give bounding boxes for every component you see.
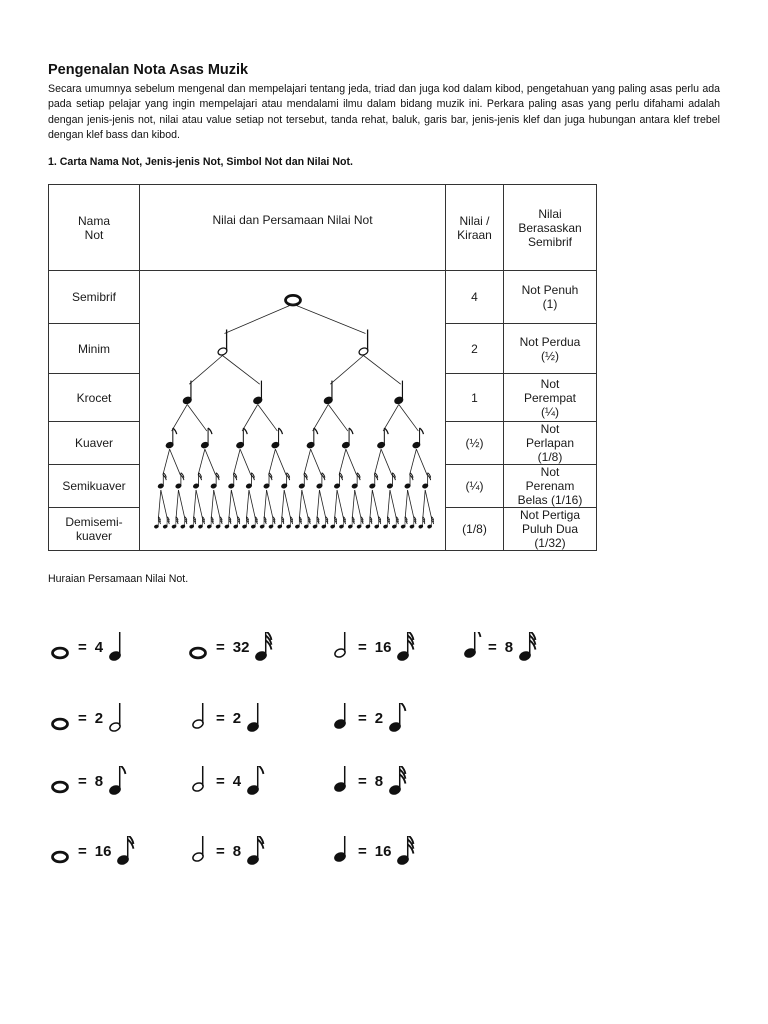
thirty-second-note-icon (180, 517, 187, 529)
row-semibreve-line: (¼) (541, 404, 559, 419)
tree-branch-line (196, 490, 202, 518)
row-name (49, 271, 140, 324)
sixteenth-note-icon (387, 473, 396, 489)
thirty-second-note-icon (216, 517, 223, 529)
tree-branch-line (299, 490, 301, 518)
tree-branch-line (319, 490, 325, 518)
tree-branch-line (313, 404, 329, 431)
tree-branch-line (264, 490, 266, 518)
thirty-second-note-icon (189, 517, 196, 529)
tree-branch-line (163, 449, 170, 475)
row-semibreve-line: Puluh Dua (521, 522, 579, 536)
thirty-second-note-icon (321, 517, 328, 529)
equation-value: 8 (504, 638, 514, 656)
thirty-second-note-icon (198, 517, 205, 529)
tree-level-eighth-note (165, 404, 423, 448)
tree-branch-line (405, 490, 407, 518)
thirty-second-note-icon (395, 836, 417, 866)
equation-value: 8 (232, 842, 242, 860)
note-equation (48, 703, 129, 733)
section-heading: 1. Carta Nama Not, Jenis-jenis Not, Simbol Not dan Nilai Not. (48, 156, 353, 168)
tree-level-quarter-note (182, 356, 403, 405)
tree-branch-line (374, 449, 381, 475)
tree-branch-line (304, 449, 311, 475)
eighth-note-icon (245, 766, 267, 796)
tree-branch-line (233, 449, 240, 475)
eighth-note-icon (306, 428, 317, 449)
quarter-note-icon (328, 766, 354, 796)
row-semibreve-line: Perlapan (525, 436, 575, 450)
half-note-icon (186, 836, 212, 866)
sixteenth-note-icon (158, 473, 167, 489)
eighth-note-icon (342, 428, 353, 449)
sixteenth-note-icon (281, 473, 290, 489)
tree-branch-line (178, 490, 184, 518)
equation-operator: = (78, 638, 87, 656)
row-value: 2 (446, 324, 504, 374)
equation-operator: = (216, 638, 225, 656)
row-value: (¼) (446, 465, 504, 508)
note-equation (48, 766, 129, 796)
eighth-note-icon (412, 428, 423, 449)
tree-level-sixteenth-note (158, 449, 431, 489)
note-tree-cell (140, 271, 446, 551)
note-equation (328, 703, 409, 733)
header-name-line: Nama (77, 213, 110, 228)
tree-branch-line (231, 490, 237, 518)
note-equation (48, 632, 129, 662)
header-tree: Nilai dan Persamaan Nilai Not (140, 185, 446, 271)
equation-value: 4 (94, 638, 104, 656)
tree-branch-line (370, 490, 372, 518)
thirty-second-note-icon (418, 517, 425, 529)
tree-branch-line (317, 490, 319, 518)
tree-branch-line (198, 449, 205, 475)
quarter-note-icon (328, 703, 354, 733)
equation-operator: = (358, 772, 367, 790)
thirty-second-note-icon (387, 766, 409, 796)
tree-branch-line (161, 490, 167, 518)
eighth-note-icon (387, 703, 409, 733)
thirty-second-note-icon (286, 517, 293, 529)
tree-branch-line (242, 404, 258, 431)
tree-level-thirty-second-note (154, 490, 434, 529)
quarter-note-icon (253, 381, 263, 405)
huraian-label: Huraian Persamaan Nilai Not. (48, 573, 189, 585)
tree-branch-line (249, 490, 255, 518)
row-semibreve-line: (1) (542, 297, 558, 311)
semibreve-icon (48, 836, 74, 866)
tree-level-half-note (217, 304, 369, 356)
thirty-second-note-icon (251, 517, 258, 529)
half-note-icon (107, 703, 129, 733)
tree-branch-line (247, 490, 249, 518)
intro-paragraph: Secara umumnya sebelum mengenal dan mempelajari tentang jeda, triad dan juga kod dalam kibod, pengetahuan yang paling asas perlu ada pada setiap pelajar yang ingin mempelajari atau mendalami ilmu dalam bidang muzik ini. Perkara paling asas yang perlu difahami adalah dengan jenis-jenis not, nilai atau value setiap not tersebut, tanda rehat, baluk, garis bar, jenis-jenis klef dan juga hubungan antara klef trebel dengan klef bass dan kibod. (48, 83, 720, 142)
equation-operator: = (358, 842, 367, 860)
quarter-note-icon (323, 381, 333, 405)
half-note-icon (186, 766, 212, 796)
header-value (446, 185, 504, 271)
thirty-second-note-icon (242, 517, 249, 529)
row-semibreve (504, 422, 597, 465)
tree-branch-line (328, 404, 348, 431)
header-semibreve-line: Semibrif (527, 234, 572, 249)
row-name-line: Krocet (76, 390, 112, 405)
eighth-note-icon (458, 632, 484, 662)
semibreve-icon (186, 632, 212, 662)
whole-note-icon (286, 295, 301, 305)
equation-value: 8 (374, 772, 384, 790)
quarter-note-icon (107, 632, 129, 662)
row-value: (½) (446, 422, 504, 465)
row-name (49, 324, 140, 374)
tree-branch-line (311, 449, 322, 475)
tree-branch-line (282, 490, 284, 518)
thirty-second-note-icon (268, 517, 275, 529)
note-equation (186, 836, 267, 866)
equation-value: 16 (374, 638, 392, 656)
equation-value: 16 (374, 842, 392, 860)
row-semibreve-line: Not (540, 376, 560, 391)
row-semibreve (504, 324, 597, 374)
tree-branch-line (355, 490, 361, 518)
eighth-note-icon (236, 428, 247, 449)
sixteenth-note-icon (175, 473, 184, 489)
equation-value: 4 (232, 772, 242, 790)
tree-branch-line (302, 490, 308, 518)
header-name-line: Not (84, 227, 104, 242)
row-semibreve (504, 374, 597, 422)
half-note-icon (328, 632, 354, 662)
eighth-note-icon (201, 428, 212, 449)
thirty-second-note-icon (154, 517, 161, 529)
note-equation (328, 766, 409, 796)
row-semibreve-line: (1/32) (534, 536, 566, 550)
sixteenth-note-icon (210, 473, 219, 489)
sixteenth-note-icon (369, 473, 378, 489)
note-value-chart (48, 184, 597, 551)
semibreve-icon (48, 632, 74, 662)
note-equation (186, 766, 267, 796)
header-value-line: Kiraan (457, 227, 492, 242)
thirty-second-note-icon (163, 517, 170, 529)
document-title: Pengenalan Nota Asas Muzik (48, 62, 249, 78)
thirty-second-note-icon (313, 517, 320, 529)
row-semibreve-line: (1/8) (537, 450, 563, 464)
thirty-second-note-icon (339, 517, 346, 529)
row-semibreve-line: Belas (1/16) (517, 493, 583, 507)
row-name-line: Semibrif (71, 290, 116, 304)
row-semibreve-line: Perenam (525, 479, 575, 493)
note-equation (186, 632, 275, 662)
thirty-second-note-icon (357, 517, 364, 529)
row-value: 4 (446, 271, 504, 324)
semibreve-icon (48, 766, 74, 796)
thirty-second-note-icon (392, 517, 399, 529)
tree-branch-line (293, 304, 366, 333)
header-semibreve-line: Berasaskan (518, 220, 582, 235)
note-equation (328, 632, 417, 662)
row-semibreve-line: (½) (541, 348, 559, 363)
tree-branch-line (399, 404, 419, 431)
thirty-second-note-icon (365, 517, 372, 529)
row-semibreve-line: Not Pertiga (519, 508, 581, 522)
row-name-line: Minim (78, 341, 110, 356)
tree-branch-line (390, 490, 396, 518)
sixteenth-note-icon (115, 836, 137, 866)
equation-value: 32 (232, 638, 250, 656)
tree-branch-line (170, 449, 181, 475)
row-name-line: Demisemi- (65, 515, 123, 529)
equation-value: 2 (94, 709, 104, 727)
row-semibreve-line: Not Perdua (519, 334, 581, 349)
tree-branch-line (352, 490, 354, 518)
equation-operator: = (216, 709, 225, 727)
equation-operator: = (78, 842, 87, 860)
tree-branch-line (172, 404, 188, 431)
row-semibreve (504, 271, 597, 324)
row-name (49, 422, 140, 465)
row-name-line: kuaver (75, 529, 113, 543)
tree-branch-line (211, 490, 213, 518)
thirty-second-note-icon (395, 632, 417, 662)
half-note-icon (217, 330, 228, 357)
eighth-note-icon (377, 428, 388, 449)
header-semibreve-line: Nilai (538, 206, 562, 221)
equation-operator: = (358, 709, 367, 727)
tree-branch-line (275, 449, 286, 475)
eighth-note-icon (165, 428, 176, 449)
thirty-second-note-icon (224, 517, 231, 529)
tree-branch-line (284, 490, 290, 518)
chart-row (49, 271, 597, 324)
tree-branch-line (223, 356, 260, 385)
header-value-line: Nilai / (459, 213, 490, 228)
row-semibreve-line: Perempat (523, 390, 577, 405)
row-name-line: Semikuaver (62, 479, 126, 493)
thirty-second-note-icon (427, 517, 434, 529)
row-value: (1/8) (446, 508, 504, 551)
tree-branch-line (337, 490, 343, 518)
thirty-second-note-icon (304, 517, 311, 529)
tree-branch-line (381, 449, 392, 475)
tree-branch-line (330, 356, 363, 385)
equation-operator: = (78, 772, 87, 790)
tree-branch-line (372, 490, 378, 518)
sixteenth-note-icon (299, 473, 308, 489)
tree-branch-line (225, 304, 294, 333)
thirty-second-note-icon (207, 517, 214, 529)
tree-branch-line (267, 490, 273, 518)
row-semibreve (504, 465, 597, 508)
sixteenth-note-icon (404, 473, 413, 489)
thirty-second-note-icon (348, 517, 355, 529)
tree-branch-line (416, 449, 427, 475)
quarter-note-icon (245, 703, 267, 733)
sixteenth-note-icon (263, 473, 272, 489)
sixteenth-note-icon (246, 473, 255, 489)
note-equation (186, 703, 267, 733)
header-semibreve (504, 185, 597, 271)
equation-value: 2 (232, 709, 242, 727)
equation-value: 2 (374, 709, 384, 727)
note-equation (458, 632, 539, 662)
thirty-second-note-icon (233, 517, 240, 529)
equation-operator: = (216, 842, 225, 860)
sixteenth-note-icon (334, 473, 343, 489)
semibreve-icon (48, 703, 74, 733)
thirty-second-note-icon (374, 517, 381, 529)
tree-branch-line (240, 449, 251, 475)
tree-branch-line (229, 490, 231, 518)
quarter-note-icon (328, 836, 354, 866)
thirty-second-note-icon (409, 517, 416, 529)
tree-branch-line (258, 404, 278, 431)
thirty-second-note-icon (172, 517, 179, 529)
tree-branch-line (187, 404, 207, 431)
tree-branch-line (269, 449, 276, 475)
tree-branch-line (214, 490, 220, 518)
thirty-second-note-icon (401, 517, 408, 529)
tree-branch-line (383, 404, 399, 431)
tree-branch-line (205, 449, 216, 475)
row-name-line: Kuaver (74, 436, 114, 450)
tree-level-whole-note (286, 295, 301, 305)
tree-branch-line (176, 490, 178, 518)
row-value: 1 (446, 374, 504, 422)
note-equation (328, 836, 417, 866)
note-equation (48, 836, 137, 866)
tree-branch-line (189, 356, 222, 385)
sixteenth-note-icon (422, 473, 431, 489)
row-semibreve-line: Not Penuh (521, 283, 579, 297)
equation-operator: = (216, 772, 225, 790)
sixteenth-note-icon (193, 473, 202, 489)
equation-operator: = (488, 638, 497, 656)
tree-branch-line (388, 490, 390, 518)
row-name (49, 465, 140, 508)
tree-branch-line (364, 356, 401, 385)
sixteenth-note-icon (316, 473, 325, 489)
equation-value: 16 (94, 842, 112, 860)
thirty-second-note-icon (260, 517, 267, 529)
tree-branch-line (423, 490, 425, 518)
tree-branch-line (346, 449, 357, 475)
thirty-second-note-icon (253, 632, 275, 662)
note-tree-diagram (140, 271, 446, 542)
quarter-note-icon (394, 381, 404, 405)
thirty-second-note-icon (517, 632, 539, 662)
row-name (49, 508, 140, 551)
row-semibreve-line: Not (540, 422, 560, 436)
chart-header-row (49, 185, 597, 271)
thirty-second-note-icon (383, 517, 390, 529)
sixteenth-note-icon (228, 473, 237, 489)
equation-operator: = (358, 638, 367, 656)
equation-value: 8 (94, 772, 104, 790)
tree-branch-line (410, 449, 417, 475)
half-note-icon (358, 330, 369, 357)
thirty-second-note-icon (295, 517, 302, 529)
equation-operator: = (78, 709, 87, 727)
eighth-note-icon (271, 428, 282, 449)
row-semibreve (504, 508, 597, 551)
header-name (49, 185, 140, 271)
thirty-second-note-icon (277, 517, 284, 529)
sixteenth-note-icon (245, 836, 267, 866)
tree-branch-line (339, 449, 346, 475)
row-semibreve-line: Not (540, 465, 560, 479)
eighth-note-icon (107, 766, 129, 796)
quarter-note-icon (182, 381, 192, 405)
row-name (49, 374, 140, 422)
tree-branch-line (158, 490, 160, 518)
half-note-icon (186, 703, 212, 733)
tree-branch-line (335, 490, 337, 518)
tree-branch-line (425, 490, 431, 518)
thirty-second-note-icon (330, 517, 337, 529)
sixteenth-note-icon (351, 473, 360, 489)
tree-branch-line (194, 490, 196, 518)
tree-branch-line (408, 490, 414, 518)
